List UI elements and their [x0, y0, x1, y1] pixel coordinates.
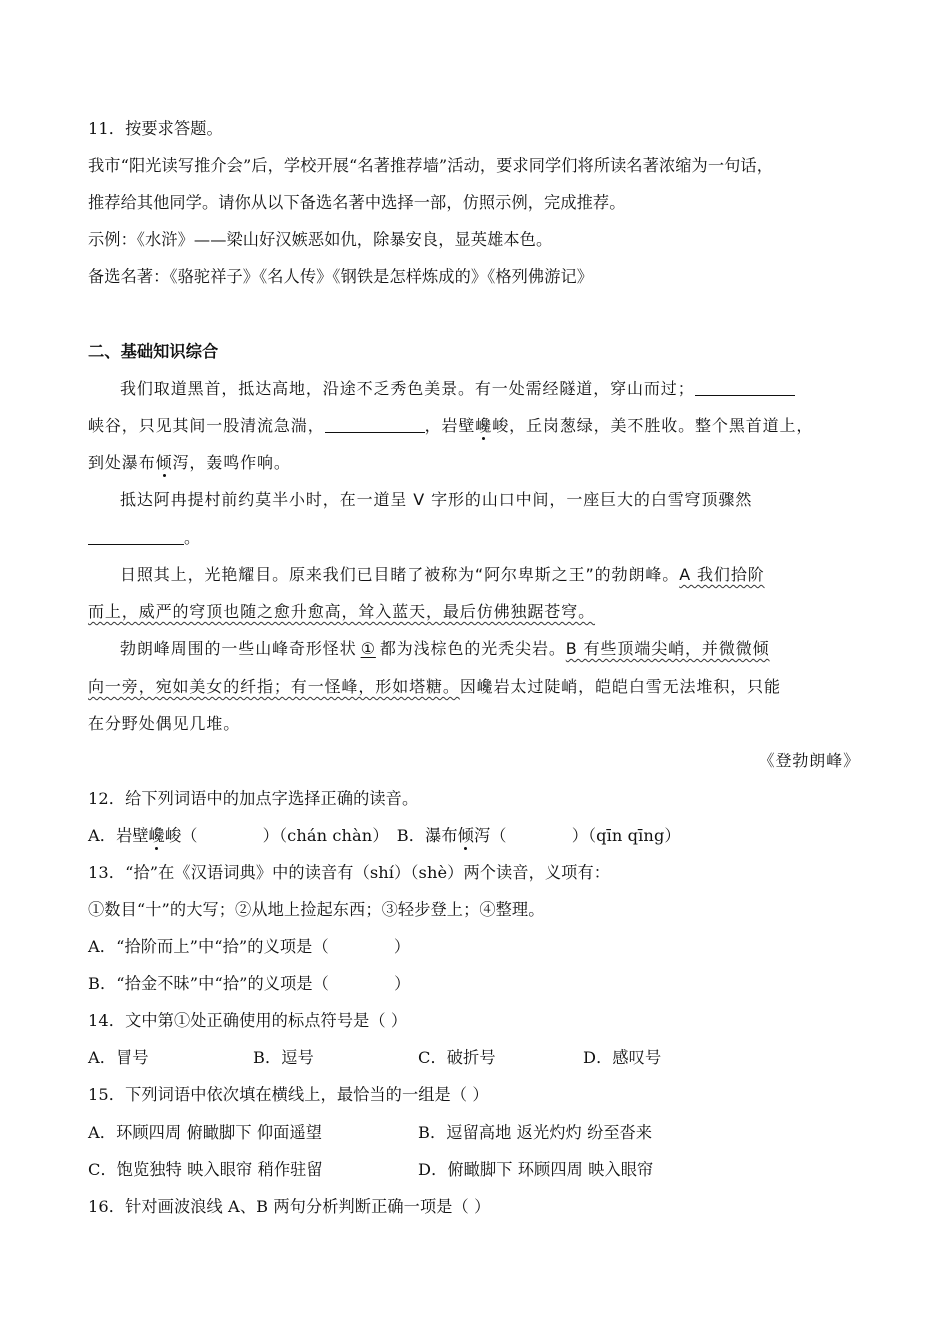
q11-options: 备选名著：《骆驼祥子》《名人传》《钢铁是怎样炼成的》《格列佛游记》: [88, 267, 594, 286]
passage-p3-line2: [88, 601, 595, 623]
wavy-sentence-b: B 有些顶端尖峭，并微微倾: [565, 639, 770, 658]
passage-text: 都为浅棕色的光秃尖岩。: [379, 639, 566, 658]
fill-blank-3[interactable]: [88, 528, 184, 545]
q15-option-a: A．环顾四周 俯瞰脚下 仰面遥望: [88, 1123, 323, 1142]
q13-option-b: B．“拾金不昧”中“拾”的义项是（ ）: [88, 974, 411, 993]
q15-option-c: C．饱览独特 映入眼帘 稍作驻留: [88, 1160, 323, 1179]
q11-line2: 推荐给其他同学。请你从以下备选名著中选择一部，仿照示例，完成推荐。: [88, 193, 626, 212]
blank-marker-1: ①: [360, 639, 376, 658]
q13-title: 13．“拾”在《汉语词典》中的读音有（shí）（shè）两个读音，义项有：: [88, 863, 611, 882]
q14-option-b: B．逗号: [253, 1048, 314, 1067]
q15-title: 15．下列词语中依次填在横线上，最恰当的一组是（ ）: [88, 1085, 489, 1104]
dotted-char: 倾: [155, 453, 173, 472]
passage-text: ，岩壁: [424, 416, 476, 435]
dotted-char: 巉: [148, 826, 165, 845]
passage-p2-line1: 抵达阿冉提村前约莫半小时，在一道呈 V 字形的山口中间，一座巨大的白雪穹顶骤然: [120, 490, 753, 509]
passage-text: 峻，丘岗葱绿，美不胜收。整个黑首道上，: [492, 416, 814, 435]
passage-p1-line2: [88, 415, 813, 437]
passage-p2-line2: [88, 527, 201, 549]
passage-text: 日照其上，光艳耀目。原来我们已目睹了被称为“阿尔卑斯之王”的勃朗峰。: [120, 565, 680, 584]
q12-text: 峻（ ）（chán chàn） B．瀑布: [164, 826, 458, 845]
q15-option-b: B．逗留高地 返光灼灼 纷至沓来: [418, 1123, 653, 1142]
passage-p1-line3: [88, 452, 291, 474]
passage-text: 因巉岩太过陡峭，皑皑白雪无法堆积，只能: [459, 677, 781, 696]
wavy-sentence-a: A 我们拾阶: [679, 565, 765, 584]
passage-text: 我们取道黑首，抵达高地，沿途不乏秀色美景。有一处需经隧道，穿山而过；: [120, 379, 695, 398]
passage-text: 。: [184, 528, 201, 547]
q12-text: A．岩壁: [88, 826, 149, 845]
q11-example: 示例：《水浒》——梁山好汉嫉恶如仇，除暴安良，显英雄本色。: [88, 230, 553, 249]
passage-text: 泻，轰鸣作响。: [172, 453, 291, 472]
q14-title: 14．文中第①处正确使用的标点符号是（ ）: [88, 1011, 408, 1030]
passage-p4-line3: 在分野处偶见几堆。: [88, 714, 241, 733]
q14-option-c: C．破折号: [418, 1048, 496, 1067]
section-heading: 二、基础知识综合: [88, 342, 219, 361]
fill-blank-2[interactable]: [325, 416, 425, 433]
passage-p4-line2: [88, 676, 781, 698]
wavy-sentence-b: 向一旁，宛如美女的纤指；有一怪峰，形如塔糖。: [88, 677, 460, 696]
passage-text: 峡谷，只见其间一股清流急湍，: [88, 416, 325, 435]
q14-option-a: A．冒号: [88, 1048, 149, 1067]
q12-text: 泻（ ）（qīn qīng）: [473, 826, 681, 845]
passage-text: 勃朗峰周围的一些山峰奇形怪状: [120, 639, 357, 658]
passage-source: 《登勃朗峰》: [758, 751, 860, 770]
passage-p4-line1: [120, 638, 770, 660]
q16-title: 16．针对画波浪线 A、B 两句分析判断正确一项是（ ）: [88, 1197, 491, 1216]
q13-option-a: A．“拾阶而上”中“拾”的义项是（ ）: [88, 937, 411, 956]
q11-line1: 我市“阳光读写推介会”后，学校开展“名著推荐墙”活动，要求同学们将所读名著浓缩为一句话，: [88, 156, 773, 175]
wavy-sentence-a: 而上，威严的穹顶也随之愈升愈高，耸入蓝天，最后仿佛独踞苍穹。: [88, 602, 596, 621]
passage-p3-line1: [120, 564, 765, 586]
fill-blank-1[interactable]: [695, 379, 795, 396]
q11-title: 11．按要求答题。: [88, 119, 223, 138]
passage-p1-line1: [120, 378, 795, 400]
q15-option-d: D．俯瞰脚下 环顾四周 映入眼帘: [418, 1160, 654, 1179]
q13-senses: ①数目“十”的大写；②从地上捡起东西；③轻步登上；④整理。: [88, 900, 545, 919]
q12-title: 12．给下列词语中的加点字选择正确的读音。: [88, 789, 419, 808]
q14-option-d: D．感叹号: [583, 1048, 662, 1067]
dotted-char: 巉: [475, 416, 493, 435]
q12-options: [88, 825, 681, 847]
dotted-char: 倾: [457, 826, 474, 845]
passage-text: 到处瀑布: [88, 453, 156, 472]
